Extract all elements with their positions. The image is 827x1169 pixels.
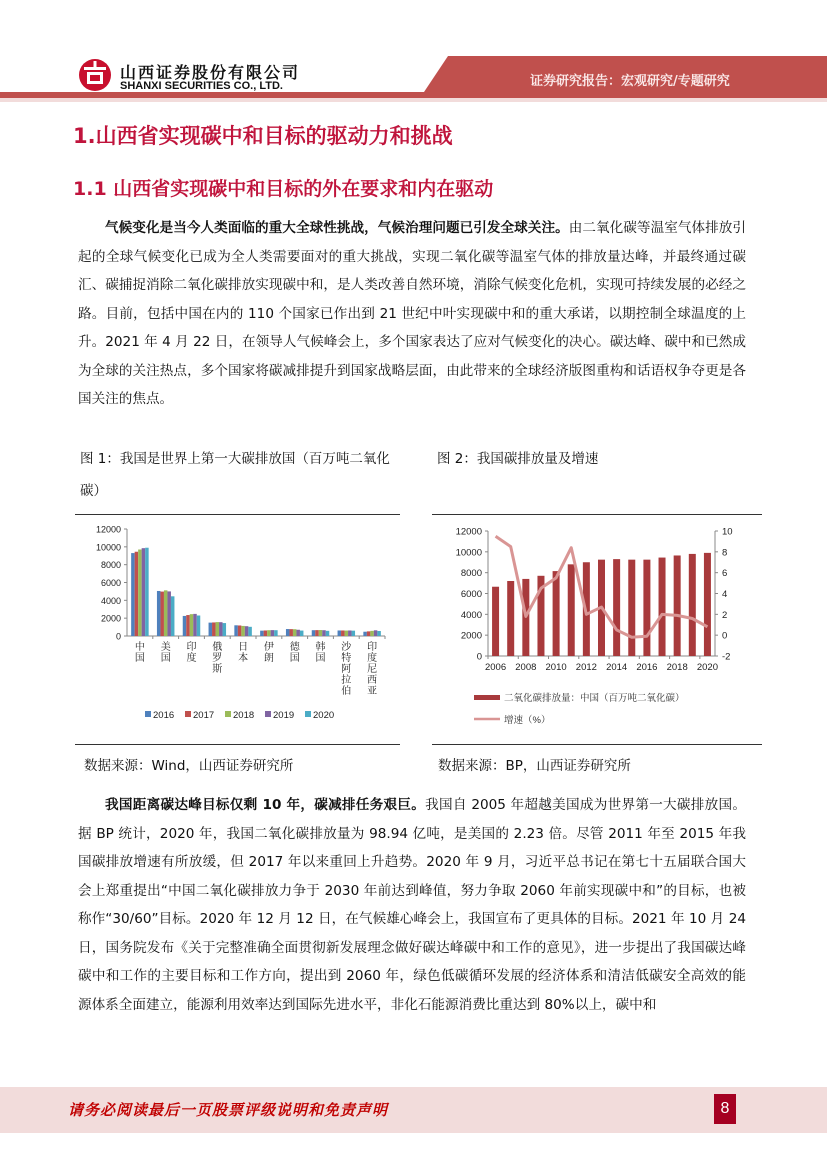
svg-text:2018: 2018 bbox=[233, 710, 255, 721]
svg-text:国: 国 bbox=[134, 653, 145, 664]
svg-text:4000: 4000 bbox=[460, 609, 482, 621]
svg-text:本: 本 bbox=[238, 653, 249, 664]
svg-text:美: 美 bbox=[160, 642, 171, 653]
figure2-bottom-rule bbox=[432, 744, 762, 745]
svg-text:韩: 韩 bbox=[315, 642, 326, 653]
page-number: 8 bbox=[714, 1094, 736, 1124]
svg-text:10000: 10000 bbox=[95, 542, 121, 553]
svg-text:0: 0 bbox=[722, 630, 728, 642]
svg-text:4: 4 bbox=[722, 589, 728, 600]
svg-text:德: 德 bbox=[289, 642, 300, 653]
report-type: 证券研究报告：宏观研究/专题研究 bbox=[530, 74, 730, 89]
svg-text:0: 0 bbox=[115, 631, 121, 642]
paragraph-body: 我国自 2005 年超越美国成为世界第一大碳排放国。据 BP 统计，2020 年，我国二氧化碳排放量为 98.94 亿吨，是美国的 2.23 倍。尽管 2011 年至 2015 年我国碳排放增速有所放缓，但 2017 年以来重回上升趋势。2020 年 9 月，习近平总书记在第七十五届联合国大会上郑重提出“中国二氧化碳排放力争于 2030 年前达到峰值，努力争取 2060 年前实现碳中和”的目标，也被称作“30/60”目标。2020 年 12 月 12 日，在气候雄心峰会上，我国宣布了更具体的目标。2021 年 10 月 24 日，国务院发布《关于完整准确全面贯彻新发展理念做好碳达峰碳中和工作的意见》，进一步提出了我国碳达峰碳中和工作的主要目标和工作方向，提出到 2060 年，绿色低碳循环发展的经济体系和清洁低碳安全高效的能源体系全面建立，能源利用效率达到国际先进水平，非化石能源消费比重达到 80%以上，碳中和 bbox=[78, 797, 746, 1013]
svg-text:度: 度 bbox=[186, 653, 197, 664]
svg-text:2008: 2008 bbox=[515, 662, 537, 673]
section-heading: 1.山西省实现碳中和目标的驱动力和挑战 bbox=[73, 124, 453, 148]
svg-text:2: 2 bbox=[722, 609, 728, 621]
paragraph-body: 由二氧化碳等温室气体排放引起的全球气候变化已成为全人类需要面对的重大挑战，实现二氧化碳等温室气体的排放量达峰，并最终通过碳汇、碳捕捉消除二氧化碳排放实现碳中和，是人类改善自然环境，消除气候变化危机，实现可持续发展的必经之路。目前，包括中国在内的 110 个国家已作出到 21 世纪中叶实现碳中和的重大承诺，以期控制全球温度的上升。2021 年 4 月 22 日，在领导人气候峰会上，多个国家表达了应对气候变化的决心。碳达峰、碳中和已然成为全球的关注热点，多个国家将碳减排提升到国家战略层面，由此带来的全球经济版图重构和话语权争夺更是各国关注的焦点。 bbox=[78, 220, 746, 407]
svg-text:2020: 2020 bbox=[696, 662, 719, 673]
svg-text:朗: 朗 bbox=[263, 653, 274, 664]
svg-text:0: 0 bbox=[476, 651, 482, 663]
header-rule-light bbox=[0, 98, 827, 102]
paragraph-lead: 气候变化是当今人类面临的重大全球性挑战，气候治理问题已引发全球关注。 bbox=[105, 220, 569, 236]
chart-country-emissions bbox=[75, 518, 400, 740]
figure1-bottom-rule bbox=[75, 744, 400, 745]
shanxi-securities-logo-icon bbox=[78, 58, 112, 92]
svg-text:俄: 俄 bbox=[212, 642, 223, 653]
svg-text:中: 中 bbox=[134, 642, 145, 653]
figure1-source: 数据来源：Wind，山西证券研究所 bbox=[84, 758, 294, 774]
paragraph-climate bbox=[78, 214, 746, 414]
figure2-source: 数据来源：BP，山西证券研究所 bbox=[438, 758, 631, 774]
subsection-heading: 1.1 山西省实现碳中和目标的外在要求和内在驱动 bbox=[73, 178, 494, 200]
svg-text:8000: 8000 bbox=[460, 568, 482, 580]
svg-text:6000: 6000 bbox=[100, 578, 121, 588]
svg-text:8: 8 bbox=[722, 547, 728, 559]
svg-text:8000: 8000 bbox=[100, 560, 121, 571]
company-name-en: SHANXI SECURITIES CO., LTD. bbox=[120, 80, 283, 92]
svg-text:伯: 伯 bbox=[341, 686, 352, 697]
svg-text:10000: 10000 bbox=[455, 547, 482, 559]
figure1-top-rule bbox=[75, 514, 400, 515]
svg-text:2020: 2020 bbox=[313, 710, 335, 721]
svg-text:12000: 12000 bbox=[455, 526, 482, 538]
svg-text:罗: 罗 bbox=[212, 653, 223, 664]
svg-text:国: 国 bbox=[160, 653, 171, 664]
svg-text:日: 日 bbox=[238, 642, 249, 653]
paragraph-lead: 我国距离碳达峰目标仅剩 10 年，碳减排任务艰巨。 bbox=[105, 797, 426, 813]
svg-text:2018: 2018 bbox=[666, 662, 688, 673]
svg-text:2014: 2014 bbox=[606, 662, 628, 673]
svg-text:尼: 尼 bbox=[367, 664, 378, 675]
svg-text:伊: 伊 bbox=[263, 642, 274, 653]
svg-text:沙: 沙 bbox=[341, 642, 352, 653]
svg-text:2006: 2006 bbox=[484, 662, 507, 673]
footer-disclaimer: 请务必阅读最后一页股票评级说明和免责声明 bbox=[68, 1101, 389, 1119]
svg-text:特: 特 bbox=[341, 653, 352, 664]
svg-text:阿: 阿 bbox=[341, 664, 352, 675]
svg-text:-2: -2 bbox=[722, 651, 731, 663]
svg-text:亚: 亚 bbox=[367, 686, 378, 697]
svg-text:2000: 2000 bbox=[100, 613, 121, 624]
svg-text:西: 西 bbox=[367, 675, 378, 686]
svg-text:4000: 4000 bbox=[100, 595, 121, 606]
svg-text:印: 印 bbox=[186, 642, 197, 653]
svg-text:二氧化碳排放量：中国（百万吨二氧化碳）: 二氧化碳排放量：中国（百万吨二氧化碳） bbox=[504, 693, 685, 704]
svg-text:2017: 2017 bbox=[193, 710, 215, 721]
svg-text:度: 度 bbox=[367, 653, 378, 664]
svg-text:国: 国 bbox=[289, 653, 300, 664]
figure1-caption: 图 1：我国是世界上第一大碳排放国（百万吨二氧化碳） bbox=[80, 451, 390, 499]
company-name-cn: 山西证券股份有限公司 bbox=[120, 63, 301, 82]
svg-text:斯: 斯 bbox=[212, 664, 223, 675]
figure2-caption: 图 2：我国碳排放量及增速 bbox=[437, 451, 599, 467]
svg-text:12000: 12000 bbox=[95, 524, 121, 535]
svg-text:国: 国 bbox=[315, 653, 326, 664]
figure2-top-rule bbox=[432, 514, 762, 515]
svg-text:10: 10 bbox=[722, 526, 733, 538]
svg-text:印: 印 bbox=[367, 642, 378, 653]
svg-text:6000: 6000 bbox=[460, 589, 482, 600]
paragraph-peak-target bbox=[78, 791, 746, 1071]
svg-text:2012: 2012 bbox=[575, 662, 597, 673]
svg-text:拉: 拉 bbox=[341, 675, 352, 686]
svg-text:2016: 2016 bbox=[636, 662, 658, 673]
svg-text:2010: 2010 bbox=[545, 662, 567, 673]
svg-text:6: 6 bbox=[722, 568, 728, 580]
svg-text:2019: 2019 bbox=[273, 710, 295, 721]
svg-text:2016: 2016 bbox=[153, 710, 175, 721]
chart-china-emissions-growth bbox=[432, 518, 762, 740]
svg-text:2000: 2000 bbox=[460, 630, 482, 642]
svg-text:增速（%）: 增速（%） bbox=[504, 715, 551, 726]
